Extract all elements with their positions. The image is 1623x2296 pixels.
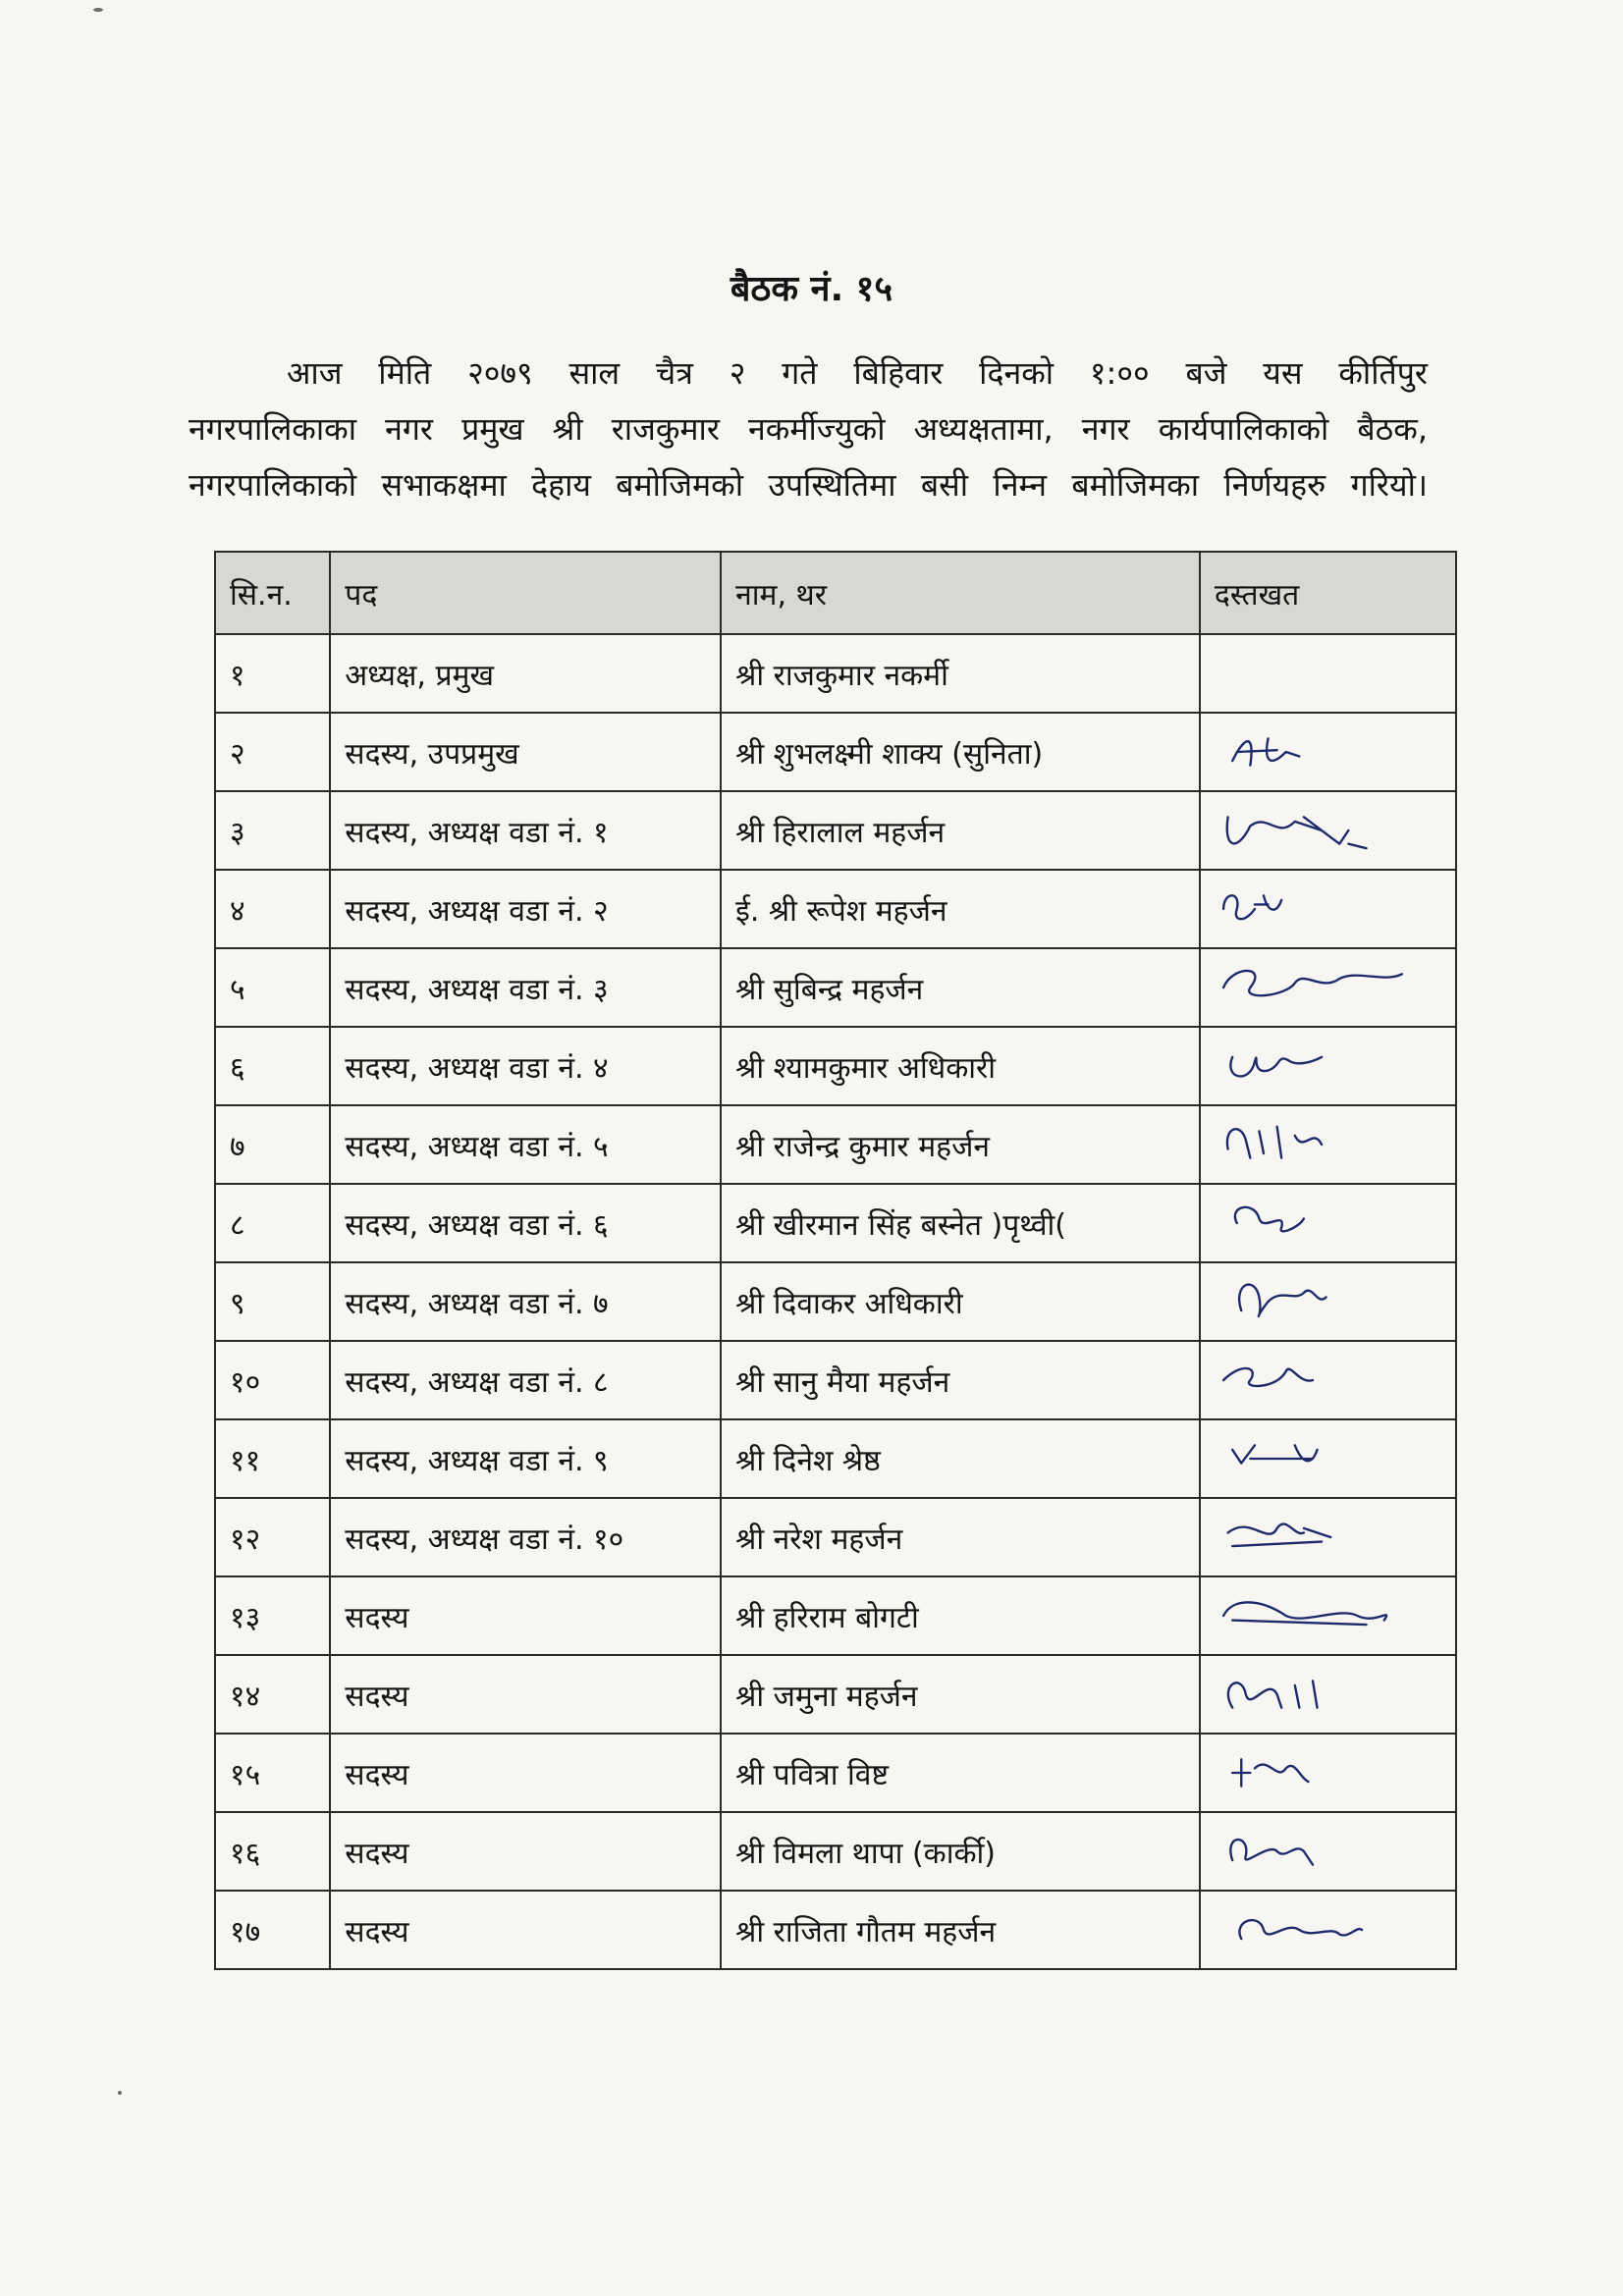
header-name: नाम, थर (721, 552, 1200, 634)
handwritten-signature (1215, 880, 1411, 938)
cell-signature (1200, 1576, 1456, 1655)
table-row (215, 713, 1456, 791)
cell-name: श्री हरिराम बोगटी (721, 1576, 1200, 1655)
handwritten-signature (1215, 1743, 1411, 1802)
cell-serial: १ (215, 634, 330, 713)
cell-name: श्री जमुना महर्जन (721, 1655, 1200, 1734)
cell-signature (1200, 1734, 1456, 1812)
cell-post: सदस्य, अध्यक्ष वडा नं. ९ (330, 1419, 721, 1498)
handwritten-signature (1215, 1351, 1411, 1410)
cell-post: सदस्य (330, 1812, 721, 1891)
cell-signature (1200, 1184, 1456, 1262)
table-row (215, 1655, 1456, 1734)
cell-serial: १७ (215, 1891, 330, 1969)
intro-line: आज मिति २०७९ साल चैत्र २ गते बिहिवार दिनको १:०० बजे यस कीर्तिपुर (287, 354, 1428, 392)
header-signature: दस्तखत (1200, 552, 1456, 634)
cell-signature (1200, 948, 1456, 1027)
cell-serial: २ (215, 713, 330, 791)
handwritten-signature (1215, 1194, 1411, 1253)
table-row (215, 870, 1456, 948)
cell-name: श्री हिरालाल महर्जन (721, 791, 1200, 870)
handwritten-signature (1215, 1822, 1411, 1881)
handwritten-signature (1215, 722, 1411, 781)
cell-serial: १६ (215, 1812, 330, 1891)
cell-signature (1200, 1891, 1456, 1969)
cell-post: सदस्य (330, 1734, 721, 1812)
cell-name: ई. श्री रूपेश महर्जन (721, 870, 1200, 948)
cell-serial: १३ (215, 1576, 330, 1655)
cell-serial: १४ (215, 1655, 330, 1734)
handwritten-signature (1215, 1665, 1411, 1724)
cell-post: सदस्य, अध्यक्ष वडा नं. ८ (330, 1341, 721, 1419)
cell-signature (1200, 1419, 1456, 1498)
cell-serial: ६ (215, 1027, 330, 1105)
cell-signature (1200, 634, 1456, 713)
cell-signature (1200, 1498, 1456, 1576)
cell-serial: ७ (215, 1105, 330, 1184)
cell-signature (1200, 870, 1456, 948)
cell-post: सदस्य (330, 1576, 721, 1655)
table-row (215, 1576, 1456, 1655)
cell-name: श्री खीरमान सिंह बस्नेत )पृथ्वी( (721, 1184, 1200, 1262)
cell-serial: १२ (215, 1498, 330, 1576)
table-row (215, 1734, 1456, 1812)
meeting-heading: बैठक नं. १५ (730, 269, 893, 309)
cell-name: श्री सानु मैया महर्जन (721, 1341, 1200, 1419)
cell-name: श्री दिनेश श्रेष्ठ (721, 1419, 1200, 1498)
cell-signature (1200, 1262, 1456, 1341)
table-row (215, 1891, 1456, 1969)
cell-name: श्री राजिता गौतम महर्जन (721, 1891, 1200, 1969)
handwritten-signature (1215, 1429, 1411, 1488)
cell-name: श्री पवित्रा विष्ट (721, 1734, 1200, 1812)
paper-speck (93, 8, 103, 12)
cell-signature (1200, 713, 1456, 791)
table-row (215, 1262, 1456, 1341)
cell-signature (1200, 1105, 1456, 1184)
table-row (215, 1498, 1456, 1576)
cell-post: सदस्य, अध्यक्ष वडा नं. २ (330, 870, 721, 948)
cell-serial: ४ (215, 870, 330, 948)
handwritten-signature (1215, 1900, 1411, 1959)
intro-line: नगरपालिकाको सभाकक्षमा देहाय बमोजिमको उपस्थितिमा बसी निम्न बमोजिमका निर्णयहरु गरियो। (189, 466, 1428, 504)
table-row (215, 1341, 1456, 1419)
cell-name: श्री शुभलक्ष्मी शाक्य (सुनिता) (721, 713, 1200, 791)
cell-name: श्री श्यामकुमार अधिकारी (721, 1027, 1200, 1105)
cell-name: श्री नरेश महर्जन (721, 1498, 1200, 1576)
handwritten-signature (1215, 801, 1411, 860)
cell-signature (1200, 1812, 1456, 1891)
attendance-rows (215, 634, 1456, 1969)
cell-name: श्री सुबिन्द्र महर्जन (721, 948, 1200, 1027)
handwritten-signature (1215, 1272, 1411, 1331)
cell-post: सदस्य, अध्यक्ष वडा नं. ४ (330, 1027, 721, 1105)
table-row (215, 791, 1456, 870)
cell-serial: ८ (215, 1184, 330, 1262)
table-row (215, 1105, 1456, 1184)
cell-post: अध्यक्ष, प्रमुख (330, 634, 721, 713)
cell-serial: ५ (215, 948, 330, 1027)
cell-post: सदस्य, अध्यक्ष वडा नं. ६ (330, 1184, 721, 1262)
cell-serial: १५ (215, 1734, 330, 1812)
cell-serial: ९ (215, 1262, 330, 1341)
attendance-table (214, 551, 1457, 1970)
table-row (215, 1812, 1456, 1891)
cell-post: सदस्य, अध्यक्ष वडा नं. १० (330, 1498, 721, 1576)
cell-signature (1200, 1341, 1456, 1419)
handwritten-signature (1215, 1037, 1411, 1095)
table-row (215, 1184, 1456, 1262)
intro-line: नगरपालिकाका नगर प्रमुख श्री राजकुमार नकर्मीज्युको अध्यक्षतामा, नगर कार्यपालिकाको बैठक, (189, 410, 1428, 448)
table-header-row (215, 552, 1456, 634)
cell-name: श्री राजकुमार नकर्मी (721, 634, 1200, 713)
intro-paragraph (189, 346, 1428, 513)
cell-post: सदस्य (330, 1891, 721, 1969)
cell-post: सदस्य, उपप्रमुख (330, 713, 721, 791)
table-row (215, 1419, 1456, 1498)
cell-post: सदस्य, अध्यक्ष वडा नं. ७ (330, 1262, 721, 1341)
cell-signature (1200, 1027, 1456, 1105)
header-post: पद (330, 552, 721, 634)
cell-post: सदस्य, अध्यक्ष वडा नं. ५ (330, 1105, 721, 1184)
cell-signature (1200, 1655, 1456, 1734)
cell-post: सदस्य, अध्यक्ष वडा नं. ३ (330, 948, 721, 1027)
handwritten-signature (1215, 958, 1411, 1017)
paper-speck (118, 2091, 122, 2095)
cell-post: सदस्य, अध्यक्ष वडा नं. १ (330, 791, 721, 870)
cell-serial: ११ (215, 1419, 330, 1498)
cell-name: श्री राजेन्द्र कुमार महर्जन (721, 1105, 1200, 1184)
header-serial: सि.न. (215, 552, 330, 634)
cell-serial: ३ (215, 791, 330, 870)
cell-serial: १० (215, 1341, 330, 1419)
cell-post: सदस्य (330, 1655, 721, 1734)
handwritten-signature (1215, 1586, 1411, 1645)
handwritten-signature (1215, 1508, 1411, 1567)
handwritten-signature (1215, 1115, 1411, 1174)
table-row (215, 634, 1456, 713)
cell-name: श्री विमला थापा (कार्की) (721, 1812, 1200, 1891)
cell-name: श्री दिवाकर अधिकारी (721, 1262, 1200, 1341)
table-row (215, 1027, 1456, 1105)
table-row (215, 948, 1456, 1027)
cell-signature (1200, 791, 1456, 870)
